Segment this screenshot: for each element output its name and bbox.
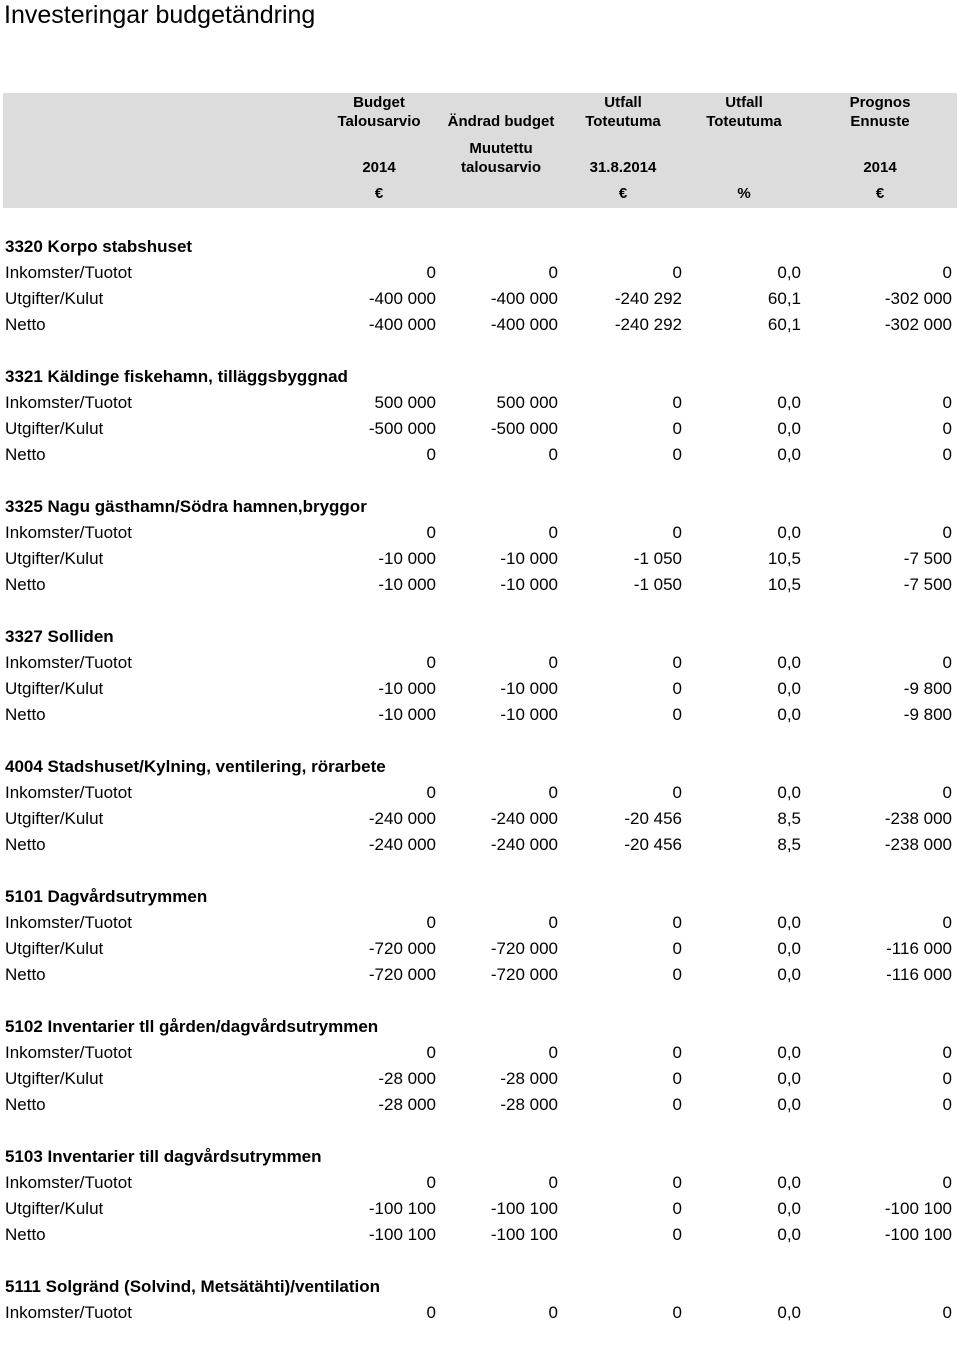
row-label: Inkomster/Tuotot: [5, 263, 132, 282]
cell-utfall-percent: 0,0: [777, 679, 801, 698]
cell-andrad-budget: 0: [548, 1173, 558, 1192]
row-label: Netto: [5, 1225, 46, 1244]
cell-andrad-budget: -720 000: [490, 939, 558, 958]
cell-budget: 0: [426, 1303, 436, 1322]
cell-prognos: -302 000: [884, 289, 952, 308]
cell-utfall-percent: 60,1: [767, 289, 801, 308]
cell-utfall: -240 292: [614, 315, 682, 334]
row-label: Inkomster/Tuotot: [5, 523, 132, 542]
row-label: Netto: [5, 965, 46, 984]
cell-andrad-budget: -500 000: [490, 419, 558, 438]
cell-andrad-budget: 500 000: [496, 393, 558, 412]
header-utfall-unit: €: [618, 185, 628, 202]
cell-utfall: 0: [672, 1095, 682, 1114]
cell-andrad-budget: -10 000: [500, 705, 558, 724]
cell-utfall-percent: 0,0: [777, 263, 801, 282]
cell-andrad-budget: 0: [548, 523, 558, 542]
row-label: Inkomster/Tuotot: [5, 1303, 132, 1322]
section-title: 5102 Inventarier tll gården/dagvårdsutrymmen: [5, 1017, 379, 1036]
cell-utfall-percent: 0,0: [777, 1173, 801, 1192]
cell-budget: -400 000: [368, 289, 436, 308]
cell-utfall: 0: [672, 1173, 682, 1192]
cell-utfall: 0: [672, 523, 682, 542]
cell-budget: 500 000: [374, 393, 436, 412]
table-row: [0, 1196, 960, 1222]
cell-budget: -10 000: [378, 549, 436, 568]
row-label: Utgifter/Kulut: [5, 419, 104, 438]
header-utfall-date: 31.8.2014: [589, 159, 657, 176]
cell-utfall-percent: 0,0: [777, 1199, 801, 1218]
cell-utfall-percent: 10,5: [767, 575, 801, 594]
table-row: [0, 390, 960, 416]
cell-andrad-budget: -100 100: [490, 1225, 558, 1244]
row-label: Utgifter/Kulut: [5, 549, 104, 568]
cell-budget: 0: [426, 1043, 436, 1062]
section-title: 3327 Solliden: [5, 627, 114, 646]
table-row: [0, 806, 960, 832]
cell-budget: -100 100: [368, 1199, 436, 1218]
table-row: [0, 702, 960, 728]
table-row: [0, 546, 960, 572]
cell-prognos: 0: [942, 653, 952, 672]
cell-budget: -400 000: [368, 315, 436, 334]
cell-andrad-budget: 0: [548, 653, 558, 672]
cell-utfall: -240 292: [614, 289, 682, 308]
cell-andrad-budget: -10 000: [500, 575, 558, 594]
table-row: [0, 936, 960, 962]
cell-utfall-percent: 0,0: [777, 783, 801, 802]
cell-andrad-budget: -10 000: [500, 549, 558, 568]
cell-budget: 0: [426, 913, 436, 932]
cell-prognos: -238 000: [884, 835, 952, 854]
cell-andrad-budget: -400 000: [490, 289, 558, 308]
table-row: [0, 676, 960, 702]
row-label: Utgifter/Kulut: [5, 289, 104, 308]
cell-andrad-budget: 0: [548, 445, 558, 464]
cell-prognos: 0: [942, 263, 952, 282]
table-row: [0, 416, 960, 442]
table-row: [0, 442, 960, 468]
cell-andrad-budget: 0: [548, 1043, 558, 1062]
section-title: 5103 Inventarier till dagvårdsutrymmen: [5, 1147, 322, 1166]
cell-utfall: -20 456: [624, 835, 682, 854]
cell-utfall: -1 050: [633, 549, 682, 568]
cell-utfall: 0: [672, 393, 682, 412]
row-label: Netto: [5, 835, 46, 854]
cell-utfall-percent: 8,5: [777, 835, 801, 854]
cell-budget: -240 000: [368, 835, 436, 854]
header-budget-unit: €: [374, 185, 384, 202]
cell-utfall-percent: 0,0: [777, 1225, 801, 1244]
cell-prognos: 0: [942, 913, 952, 932]
cell-prognos: 0: [942, 445, 952, 464]
cell-utfall-percent: 0,0: [777, 393, 801, 412]
cell-utfall: 0: [672, 653, 682, 672]
cell-budget: -28 000: [378, 1069, 436, 1088]
cell-budget: 0: [426, 1173, 436, 1192]
cell-budget: -500 000: [368, 419, 436, 438]
cell-prognos: 0: [942, 393, 952, 412]
cell-prognos: -7 500: [903, 549, 952, 568]
cell-andrad-budget: -28 000: [500, 1095, 558, 1114]
cell-utfall: 0: [672, 1069, 682, 1088]
row-label: Inkomster/Tuotot: [5, 783, 132, 802]
cell-prognos: -238 000: [884, 809, 952, 828]
cell-prognos: 0: [942, 1043, 952, 1062]
cell-utfall-percent: 0,0: [777, 419, 801, 438]
cell-utfall: 0: [672, 419, 682, 438]
cell-andrad-budget: -400 000: [490, 315, 558, 334]
cell-utfall: 0: [672, 679, 682, 698]
cell-andrad-budget: -240 000: [490, 809, 558, 828]
cell-andrad-budget: -240 000: [490, 835, 558, 854]
cell-budget: -240 000: [368, 809, 436, 828]
cell-utfall-percent: 60,1: [767, 315, 801, 334]
cell-andrad-budget: -28 000: [500, 1069, 558, 1088]
table-row: [0, 1300, 960, 1326]
cell-utfall-percent: 0,0: [777, 965, 801, 984]
row-label: Netto: [5, 1095, 46, 1114]
table-row: [0, 286, 960, 312]
header-prognos-year: 2014: [863, 159, 897, 176]
cell-utfall: 0: [672, 1043, 682, 1062]
row-label: Netto: [5, 705, 46, 724]
table-row: [0, 780, 960, 806]
cell-utfall: -1 050: [633, 575, 682, 594]
header-prognos: Prognos: [849, 94, 911, 111]
header-talousarvio: Talousarvio: [337, 113, 421, 130]
section-title: 3321 Käldinge fiskehamn, tilläggsbyggnad: [5, 367, 348, 386]
cell-prognos: -100 100: [884, 1225, 952, 1244]
cell-andrad-budget: 0: [548, 913, 558, 932]
section-title: 5101 Dagvårdsutrymmen: [5, 887, 208, 906]
cell-budget: -10 000: [378, 705, 436, 724]
cell-andrad-budget: -10 000: [500, 679, 558, 698]
cell-utfall: 0: [672, 705, 682, 724]
table-row: [0, 1040, 960, 1066]
cell-utfall-percent: 0,0: [777, 1095, 801, 1114]
cell-budget: 0: [426, 783, 436, 802]
row-label: Inkomster/Tuotot: [5, 1173, 132, 1192]
cell-utfall-percent: 0,0: [777, 1303, 801, 1322]
page-title: Investeringar budgetändring: [4, 1, 316, 29]
table-row: [0, 910, 960, 936]
cell-prognos: -9 800: [903, 705, 952, 724]
table-row: [0, 520, 960, 546]
section-title: 3325 Nagu gästhamn/Södra hamnen,bryggor: [5, 497, 367, 516]
row-label: Netto: [5, 445, 46, 464]
row-label: Inkomster/Tuotot: [5, 1043, 132, 1062]
cell-budget: -10 000: [378, 679, 436, 698]
header-percent-unit: %: [737, 185, 751, 202]
cell-utfall-percent: 0,0: [777, 653, 801, 672]
cell-andrad-budget: -100 100: [490, 1199, 558, 1218]
section-title: 4004 Stadshuset/Kylning, ventilering, rörarbete: [5, 757, 386, 776]
row-label: Netto: [5, 315, 46, 334]
cell-budget: -100 100: [368, 1225, 436, 1244]
cell-budget: -10 000: [378, 575, 436, 594]
cell-andrad-budget: 0: [548, 783, 558, 802]
cell-prognos: -302 000: [884, 315, 952, 334]
cell-prognos: 0: [942, 1303, 952, 1322]
cell-utfall: 0: [672, 783, 682, 802]
cell-prognos: 0: [942, 523, 952, 542]
cell-utfall: 0: [672, 263, 682, 282]
cell-utfall-percent: 0,0: [777, 913, 801, 932]
cell-prognos: 0: [942, 419, 952, 438]
table-row: [0, 1170, 960, 1196]
row-label: Utgifter/Kulut: [5, 809, 104, 828]
cell-utfall-percent: 0,0: [777, 705, 801, 724]
cell-prognos: -116 000: [886, 939, 952, 958]
row-label: Netto: [5, 575, 46, 594]
cell-prognos: 0: [942, 783, 952, 802]
cell-utfall: 0: [672, 1225, 682, 1244]
cell-prognos: 0: [942, 1069, 952, 1088]
cell-utfall: 0: [672, 965, 682, 984]
cell-budget: -28 000: [378, 1095, 436, 1114]
cell-prognos: 0: [942, 1173, 952, 1192]
row-label: Inkomster/Tuotot: [5, 913, 132, 932]
row-label: Utgifter/Kulut: [5, 679, 104, 698]
table-row: [0, 962, 960, 988]
table-row: [0, 1092, 960, 1118]
cell-budget: 0: [426, 263, 436, 282]
section-title: 5111 Solgränd (Solvind, Metsätähti)/ventilation: [5, 1277, 381, 1296]
row-label: Utgifter/Kulut: [5, 1069, 104, 1088]
cell-utfall: 0: [672, 913, 682, 932]
cell-utfall-percent: 10,5: [767, 549, 801, 568]
cell-prognos: -116 000: [886, 965, 952, 984]
section-title: 3320 Korpo stabshuset: [5, 237, 193, 256]
cell-budget: -720 000: [368, 939, 436, 958]
header-budget-year: 2014: [362, 159, 396, 176]
cell-utfall: 0: [672, 939, 682, 958]
cell-utfall: 0: [672, 1303, 682, 1322]
table-row: [0, 312, 960, 338]
cell-budget: 0: [426, 523, 436, 542]
cell-andrad-budget: 0: [548, 1303, 558, 1322]
header-andrad-budget: Ändrad budget: [447, 113, 555, 130]
header-muutettu-talousarvio: talousarvio: [460, 159, 542, 176]
table-row: [0, 260, 960, 286]
row-label: Utgifter/Kulut: [5, 939, 104, 958]
header-toteutuma-percent: Toteutuma: [706, 113, 782, 130]
header-utfall: Utfall: [604, 94, 642, 111]
cell-utfall-percent: 0,0: [777, 1043, 801, 1062]
cell-budget: 0: [426, 445, 436, 464]
cell-utfall-percent: 8,5: [777, 809, 801, 828]
cell-budget: -720 000: [368, 965, 436, 984]
row-label: Inkomster/Tuotot: [5, 393, 132, 412]
header-toteutuma: Toteutuma: [585, 113, 661, 130]
cell-utfall: 0: [672, 1199, 682, 1218]
header-prognos-unit: €: [875, 185, 885, 202]
cell-utfall: 0: [672, 445, 682, 464]
cell-prognos: -9 800: [903, 679, 952, 698]
cell-prognos: -100 100: [884, 1199, 952, 1218]
table-row: [0, 650, 960, 676]
table-row: [0, 1222, 960, 1248]
cell-andrad-budget: 0: [548, 263, 558, 282]
table-row: [0, 832, 960, 858]
header-budget: Budget: [353, 94, 405, 111]
table-row: [0, 572, 960, 598]
cell-budget: 0: [426, 653, 436, 672]
table-row: [0, 1066, 960, 1092]
cell-andrad-budget: -720 000: [490, 965, 558, 984]
cell-prognos: -7 500: [903, 575, 952, 594]
header-utfall-percent: Utfall: [725, 94, 763, 111]
cell-utfall-percent: 0,0: [777, 1069, 801, 1088]
cell-utfall-percent: 0,0: [777, 445, 801, 464]
row-label: Inkomster/Tuotot: [5, 653, 132, 672]
header-muutettu: Muutettu: [469, 140, 533, 157]
cell-utfall-percent: 0,0: [777, 939, 801, 958]
row-label: Utgifter/Kulut: [5, 1199, 104, 1218]
cell-utfall: -20 456: [624, 809, 682, 828]
header-ennuste: Ennuste: [850, 113, 910, 130]
cell-utfall-percent: 0,0: [777, 523, 801, 542]
cell-prognos: 0: [942, 1095, 952, 1114]
